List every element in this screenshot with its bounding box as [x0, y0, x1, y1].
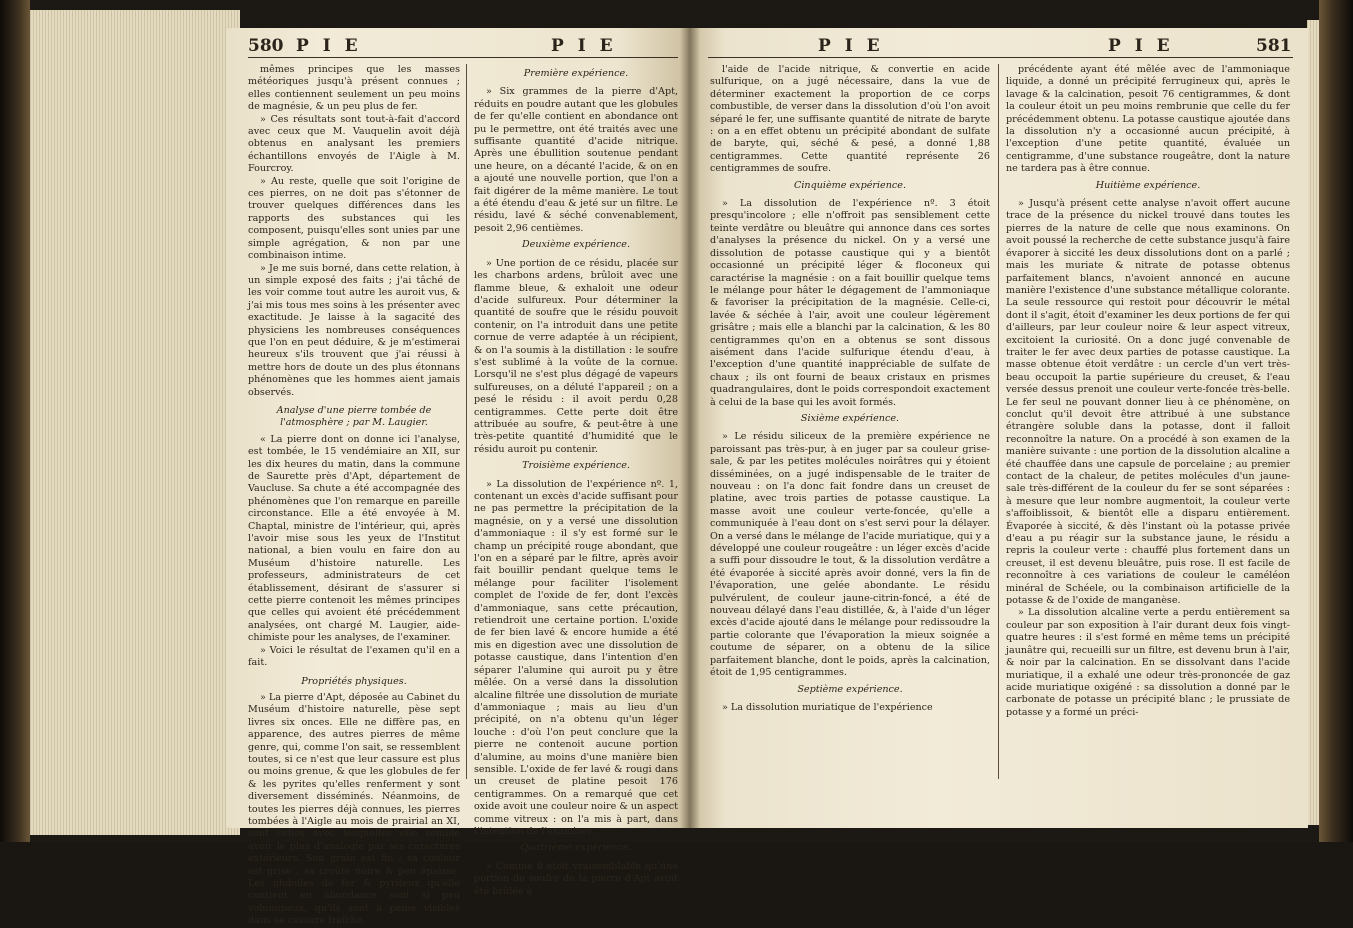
section-title-exp3: Troisième expérience.	[522, 460, 630, 472]
paragraph: » Jusqu'à présent cette analyse n'avoit offert aucune trace de la présence du nickel trouvé dans toutes les pierres de la nature de celle que nous examinons. On avoit poussé la recherche de cette substance jusqu'à faire évaporer à siccité les deux dissolutions dont on a parlé ; mais les muriate & nitrate de potasse obtenus parfaitement blancs, n'avoient annoncé en aucune manière l'existence d'une substance métallique colorante. La seule ressource qui restoit pour découvrir le métal dont il s'agit, étoit d'examiner les deux portions de fer qui d'ailleurs, par leur couleur noire & leur aspect vitreux, excitoient la curiosité. On a donc jugé convenable de traiter le fer avec deux parties de potasse caustique. La masse obtenue étoit verdâtre : un cercle d'un vert très-beau occupoit la partie supérieure du creuset, & l'eau versée dessus prenoit une couleur verte-foncée très-belle. Le fer seul ne pouvant donner lieu à ce phénomène, on conclut qu'il devoit être attribué à une substance étrangère soluble dans la potasse, dont il falloit reconnoître la nature. On a procédé à son examen de la manière suivante : une portion de la dissolution alcaline a été chauffée dans une capsule de porcelaine ; au premier contact de la chaleur, de petites molécules d'un jaune-sale très-différent de la couleur du fer se sont séparées : à mesure que leur nombre augmentoit, la couleur verte s'affoiblissoit, & bientôt elle a disparu entièrement. Évaporée à siccité, & dès l'instant où la potasse privée d'eau a pu réagir sur la substance jaune, le résidu a repris la couleur verte : chauffé plus fortement dans un creuset, il est devenu bleuâtre, puis rose. Il est facile de reconnoître à ces variations de couleur le caméléon minéral de Schéele, ou la combinaison artificielle de la potasse & de l'oxide de manganèse.	[1006, 198, 1290, 607]
book-cover-edge-right	[1319, 0, 1353, 842]
paragraph: » La dissolution muriatique de l'expérience	[722, 701, 933, 713]
folio-right: 581	[1256, 36, 1292, 56]
section-title-exp7: Septième expérience.	[797, 683, 903, 695]
paragraph: « La pierre dont on donne ici l'analyse, est tombée, le 15 vendémiaire an XII, sur les dix heures du matin, dans la commune de Saurette près d'Apt, département de Vaucluse. Sa chute a été accompagnée des phénomènes que l'on remarque en pareille circonstance. Elle a été envoyée à M. Chaptal, ministre de l'intérieur, qui, après l'avoir mise sous les yeux de l'Institut national, a bien voulu en faire don au Muséum d'histoire naturelle. Les professeurs, administrateurs de cet établissement, désirant de s'assurer si cette pierre contenoit les mêmes principes que celles qui avoient été précédemment analysées, ont chargé M. Laugier, aide-chimiste pour les analyses, de l'examiner.	[248, 433, 460, 644]
book-cover-edge-left	[0, 0, 30, 842]
section-title-exp2: Deuxième expérience.	[521, 239, 631, 251]
right-page	[688, 28, 1308, 828]
section-title-exp8: Huitième expérience.	[1095, 179, 1201, 191]
column-divider-right	[998, 64, 999, 779]
section-title-analysis: Analyse d'une pierre tombée de l'atmosphère ; par M. Laugier.	[276, 404, 432, 429]
paragraph: » Une portion de ce résidu, placée sur les charbons ardens, brûloit avec une flamme bleue, & exhaloit une odeur d'acide sulfureux. Pour déterminer la quantité de soufre que le résidu pouvoit contenir, on l'a introduit dans une petite cornue de verre adaptée à un récipient, & on l'a soumis à la distillation : le soufre s'est sublimé à la voûte de la cornue. Lorsqu'il ne s'est plus dégagé de vapeurs sulfureuses, on a déluté l'appareil ; on a pesé le résidu : il avoit perdu 0,28 centigrammes. Cette perte doit être attribuée au soufre, & peut-être à une très-petite quantité d'humidité que le résidu auroit pu contenir.	[474, 257, 678, 455]
head-rule-right	[708, 57, 1293, 58]
section-title-exp6: Sixième expérience.	[800, 412, 900, 424]
running-head-left-col1: P I E	[296, 36, 362, 56]
right-column-1	[710, 64, 990, 714]
paragraph: mêmes principes que les masses météoriques jusqu'à présent connues ; elles contiennent seulement un peu moins de magnésie, & un peu plus de fer.	[248, 64, 460, 113]
paragraph: » La pierre d'Apt, déposée au Cabinet du Muséum d'histoire naturelle, pèse sept livres six onces. Elle ne diffère pas, en apparence, des autres pierres de même genre, qui, comme l'on sait, se ressemblent toutes, si ce n'est que leur cassure est plus ou moins grenue, & que les globules de fer & les pyrites qu'elles renferment y sont diversement disséminés. Néanmoins, de toutes les pierres déjà connues, les pierres tombées à l'Aigle au mois de prairial an XI, sont celles avec lesquelles elle semble avoir le plus d'analogie par ses caractères extérieurs. Son grain est fin ; sa couleur est grise ; sa croûte noire & peu épaisse. Les globules de fer & pyriteux qu'elle contient en abondance sont si peu volumineux, qu'ils sont à peine visibles dans sa cassure fraîche.	[248, 691, 461, 927]
paragraph: précédente ayant été mêlée avec de l'ammoniaque liquide, a donné un précipité ferrugineux qui, après le lavage & la calcination, pesoit 76 centigrammes, & dont la couleur étoit un peu moins rembrunie que celle du fer précédemment obtenu. La potasse caustique ajoutée dans la dissolution n'y a occasionné aucun précipité, à l'exception d'une petite quantité, évaluée un centigramme, d'une substance rougeâtre, dont la nature ne tardera pas à être connue.	[1006, 64, 1290, 175]
paragraph: » Six grammes de la pierre d'Apt, réduits en poudre autant que les globules de fer qu'elle contient en abondance ont pu le permettre, ont été traités avec une suffisante quantité d'acide nitrique. Après une ébullition soutenue pendant une heure, on a décanté l'acide, & on en a ajouté une nouvelle portion, que l'on a fait digérer de la même manière. Le tout a été étendu d'eau & jeté sur un filtre. Le résidu, lavé & séché convenablement, pesoit 2,96 centièmes.	[474, 86, 678, 234]
paragraph: » La dissolution alcaline verte a perdu entièrement sa couleur par son exposition à l'air durant deux fois vingt-quatre heures : il s'est formé en même tems un précipité jaunâtre qui, recueilli sur un filtre, est devenu brun à l'air, & noir par la calcination. En se dissolvant dans l'acide muriatique, il a exhalé une odeur très-prononcée de gaz acide muriatique oxigéné : sa dissolution a donné par le carbonate de potasse un précipité blanc ; le prussiate de potasse y a formé un préci-	[1006, 607, 1290, 718]
section-title-exp4: Quatrième expérience.	[520, 842, 632, 854]
paragraph: » Comme il étoit vraisemblable qu'une portion de soufre de la pierre d'Apt avoit été brûlée à	[474, 860, 678, 897]
paragraph: l'aide de l'acide nitrique, & convertie en acide sulfurique, on a jugé nécessaire, dans la vue de déterminer exactement la proportion de ce corps combustible, de verser dans la dissolution d'où l'on avoit séparé le fer, une suffisante quantité de nitrate de baryte : on a en effet obtenu un précipité abondant de sulfate de baryte, qui, séché & pesé, a donné 1,88 centigrammes. Cette quantité représente 26 centigrammes de soufre.	[710, 64, 990, 175]
page-stack-right	[1307, 20, 1319, 825]
running-head-right-col2: P I E	[1108, 36, 1174, 56]
left-column-1	[248, 64, 460, 928]
running-head-left-col2: P I E	[551, 36, 617, 56]
head-rule-left	[248, 57, 678, 58]
left-column-2	[474, 64, 678, 898]
paragraph: » Ces résultats sont tout-à-fait d'accord avec ceux que M. Vauquelin avoit déjà obtenus en analysant les premiers échantillons envoyés de l'Aigle à M. Fourcroy.	[248, 113, 460, 175]
section-title-physical: Propriétés physiques.	[301, 675, 407, 687]
paragraph: » Au reste, quelle que soit l'origine de ces pierres, on ne doit pas s'étonner de trouver quelques différences dans les rapports des substances qui les composent, puisqu'elles sont unies par une simple agrégation, & non par une combinaison intime.	[248, 175, 460, 262]
left-page	[226, 28, 688, 927]
paragraph: » Le résidu siliceux de la première expérience ne paroissant pas très-pur, à en juger par sa couleur grise-sale, & par les petites molécules noirâtres qui y étoient disséminées, on a jugé indispensable de le traiter de nouveau : on l'a donc fait fondre dans un creuset de platine, avec trois parties de potasse caustique. La masse avoit une couleur verte-foncée, qu'elle a communiquée à l'eau dont on s'est servi pour la délayer. On a versé dans le mélange de l'acide muriatique, qui y a développé une couleur rougeâtre : un léger excès d'acide a suffi pour dissoudre le tout, & la dissolution verdâtre a été évaporée à siccité après avoir donné, vers la fin de l'évaporation, une gelée abondante. Le résidu pulvérulent, de couleur jaune-citrin-foncé, a été de nouveau délayé dans l'eau distillée, &, à l'aide d'un léger excès d'acide ajouté dans le mélange pour redissoudre la partie colorante que l'évaporation la mieux soignée a coutume de séparer, on a obtenu de la silice parfaitement blanche, dont le poids, après la calcination, étoit de 1,95 centigrammes.	[710, 431, 990, 679]
paragraph: » La dissolution de l'expérience nº. 1, contenant un excès d'acide suffisant pour ne pas permettre la précipitation de la magnésie, on y a versé une dissolution d'ammoniaque : il s'y est formé sur le champ un précipité rouge abondant, que l'on en a séparé par le filtre, après avoir fait bouillir pendant quelque tems le mélange pour faciliter l'isolement complet de l'oxide de fer, dont l'excès d'ammoniaque, sans cette précaution, retiendroit une certaine portion. L'oxide de fer bien lavé & encore humide a été mis en digestion avec une dissolution de potasse caustique, dans l'intention d'en séparer l'alumine qui auroit pu y être mêlée. On a versé dans la dissolution alcaline filtrée une dissolution de muriate d'ammoniaque ; mais au lieu d'un précipité, on n'a obtenu qu'un léger louche : d'où l'on peut conclure que la pierre ne contenoit aucune portion d'alumine, au moins d'une manière bien sensible. L'oxide de fer lavé & rougi dans un creuset de platine pesoit 176 centigrammes. On a remarqué que cet oxide avoit une couleur noire & un aspect comme vitreux : on l'a mis à part, dans l'intention de l'examiner.	[474, 478, 679, 837]
folio-left: 580	[248, 36, 284, 56]
paragraph: » La dissolution de l'expérience nº. 3 étoit presqu'incolore ; elle n'offroit pas sensiblement cette teinte verdâtre ou bleuâtre qui annonce dans ces sortes d'analyses la présence du nickel. On y a versé une dissolution de potasse caustique qui y a bientôt occasionné un précipité léger & floconeux qui caractérise la magnésie : on a fait bouillir quelque tems le mélange pour hâter le dégagement de l'ammoniaque & favoriser la précipitation de la magnésie. Celle-ci, lavée & séchée à l'air, avoit une couleur légèrement grisâtre ; mais elle a blanchi par la calcination, & les 80 centigrammes qu'on en a obtenus se sont dissous aisément dans l'acide sulfurique étendu d'eau, à l'exception d'une quantité inappréciable de sulfate de chaux ; ils ont fourni de beaux cristaux en prismes quadrangulaires, dont le poids correspondoit exactement à celui de la base qui les avoit formés.	[710, 198, 990, 408]
section-title-exp1: Première expérience.	[523, 68, 629, 79]
paragraph: » Voici le résultat de l'examen qu'il en a fait.	[248, 644, 460, 669]
section-title-exp5: Cinquième expérience.	[794, 179, 906, 191]
right-column-2	[1006, 64, 1290, 719]
running-head-right-col1: P I E	[818, 36, 884, 56]
column-divider-left	[466, 64, 467, 779]
paragraph: » Je me suis borné, dans cette relation, à un simple exposé des faits ; j'ai tâché de les voir comme tout autre les auroit vus, & j'ai mis tous mes soins à les présenter avec exactitude. Je laisse à la sagacité des physiciens les nombreuses conséquences que l'on en peut déduire, & je m'estimerai heureux s'ils trouvent que j'ai réussi à mettre hors de doute un des plus étonnans phénomènes que les hommes aient jamais observés.	[248, 262, 460, 398]
page-stack-left	[30, 10, 240, 835]
